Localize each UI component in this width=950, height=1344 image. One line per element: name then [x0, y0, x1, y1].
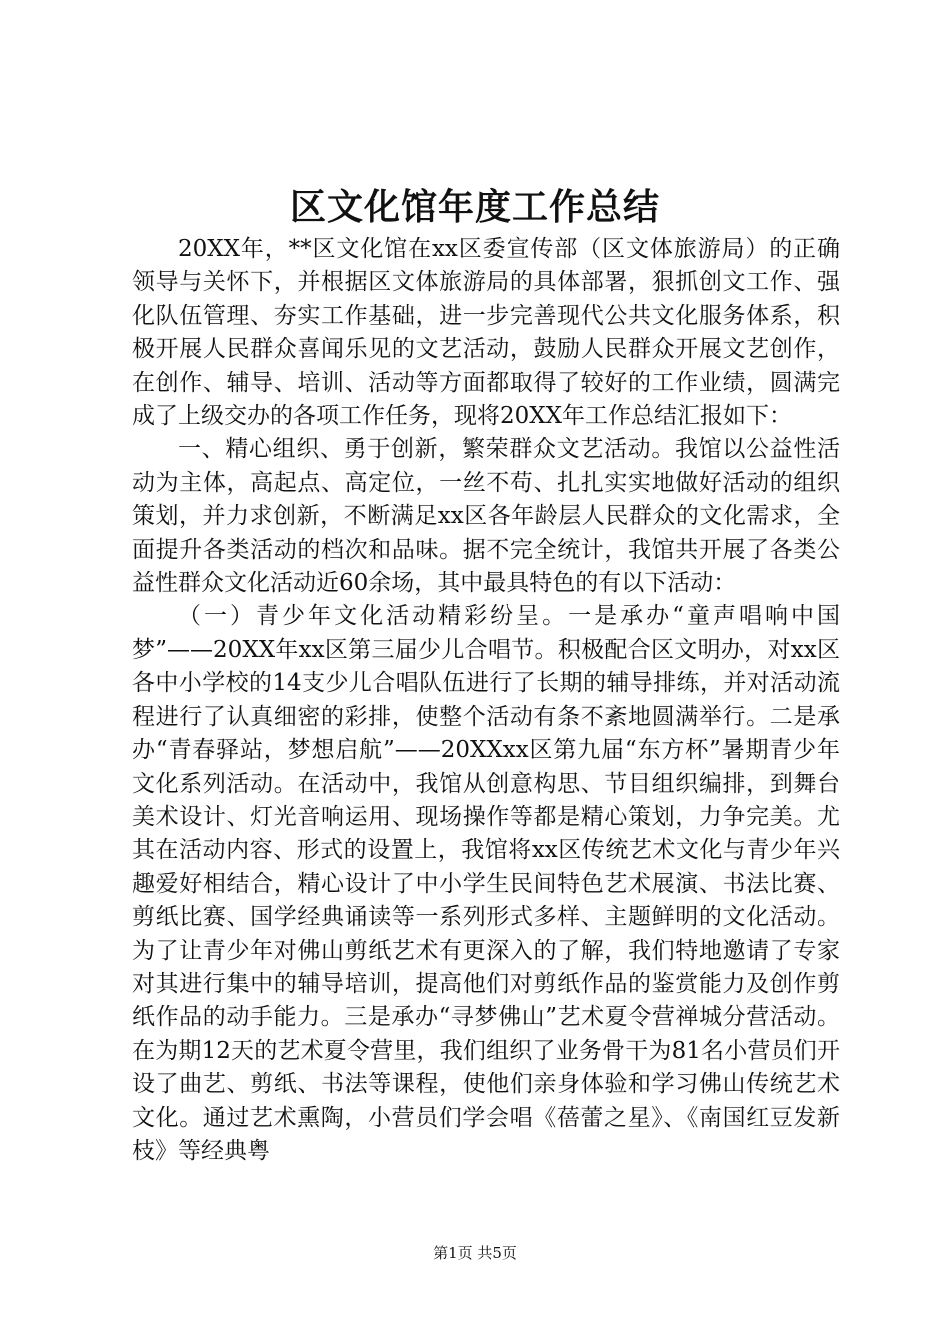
paragraph-section-one: 一、精心组织、勇于创新，繁荣群众文艺活动。我馆以公益性活动为主体，高起点、高定位，一丝不苟、扎扎实实地做好活动的组织策划，并力求创新，不断满足xx区各年龄层人民群众的文化需求，全面提升各类活动的档次和品味。据不完全统计，我馆共开展了各类公益性群众文化活动近60余场，其中最具特色的有以下活动： — [132, 436, 840, 597]
paragraph-intro: 20XX年，**区文化馆在xx区委宣传部（区文体旅游局）的正确领导与关怀下，并根据区文体旅游局的具体部署，狠抓创文工作、强化队伍管理、夯实工作基础，进一步完善现代公共文化服务体系，积极开展人民群众喜闻乐见的文艺活动，鼓励人民群众开展文艺创作，在创作、辅导、培训、活动等方面都取得了较好的工作业绩，圆满完成了上级交办的各项工作任务，现将20XX年工作总结汇报如下： — [132, 236, 840, 430]
page-footer: 第1页 共5页 — [433, 1244, 517, 1262]
document-body — [132, 233, 840, 1168]
document-title: 区文化馆年度工作总结 — [289, 186, 660, 228]
paragraph-youth-activities: （一）青少年文化活动精彩纷呈。一是承办“童声唱响中国梦”——20XX年xx区第三届少儿合唱节。积极配合区文明办，对xx区各中小学校的14支少儿合唱队伍进行了长期的辅导排练，并对活动流程进行了认真细密的彩排，使整个活动有条不紊地圆满举行。二是承办“青春驿站，梦想启航”——20XXxx区第九届“东方杯”暑期青少年文化系列活动。在活动中，我馆从创意构思、节目组织编排，到舞台美术设计、灯光音响运用、现场操作等都是精心策划，力争完美。尤其在活动内容、形式的设置上，我馆将xx区传统艺术文化与青少年兴趣爱好相结合，精心设计了中小学生民间特色艺术展演、书法比赛、剪纸比赛、国学经典诵读等一系列形式多样、主题鲜明的文化活动。为了让青少年对佛山剪纸艺术有更深入的了解，我们特地邀请了专家对其进行集中的辅导培训，提高他们对剪纸作品的鉴赏能力及创作剪纸作品的动手能力。三是承办“寻梦佛山”艺术夏令营禅城分营活动。在为期12天的艺术夏令营里，我们组织了业务骨干为81名小营员们开设了曲艺、剪纸、书法等课程，使他们亲身体验和学习佛山传统艺术文化。通过艺术熏陶，小营员们学会唱《蓓蕾之星》、《南国红豆发新枝》等经典粤 — [132, 603, 840, 1164]
